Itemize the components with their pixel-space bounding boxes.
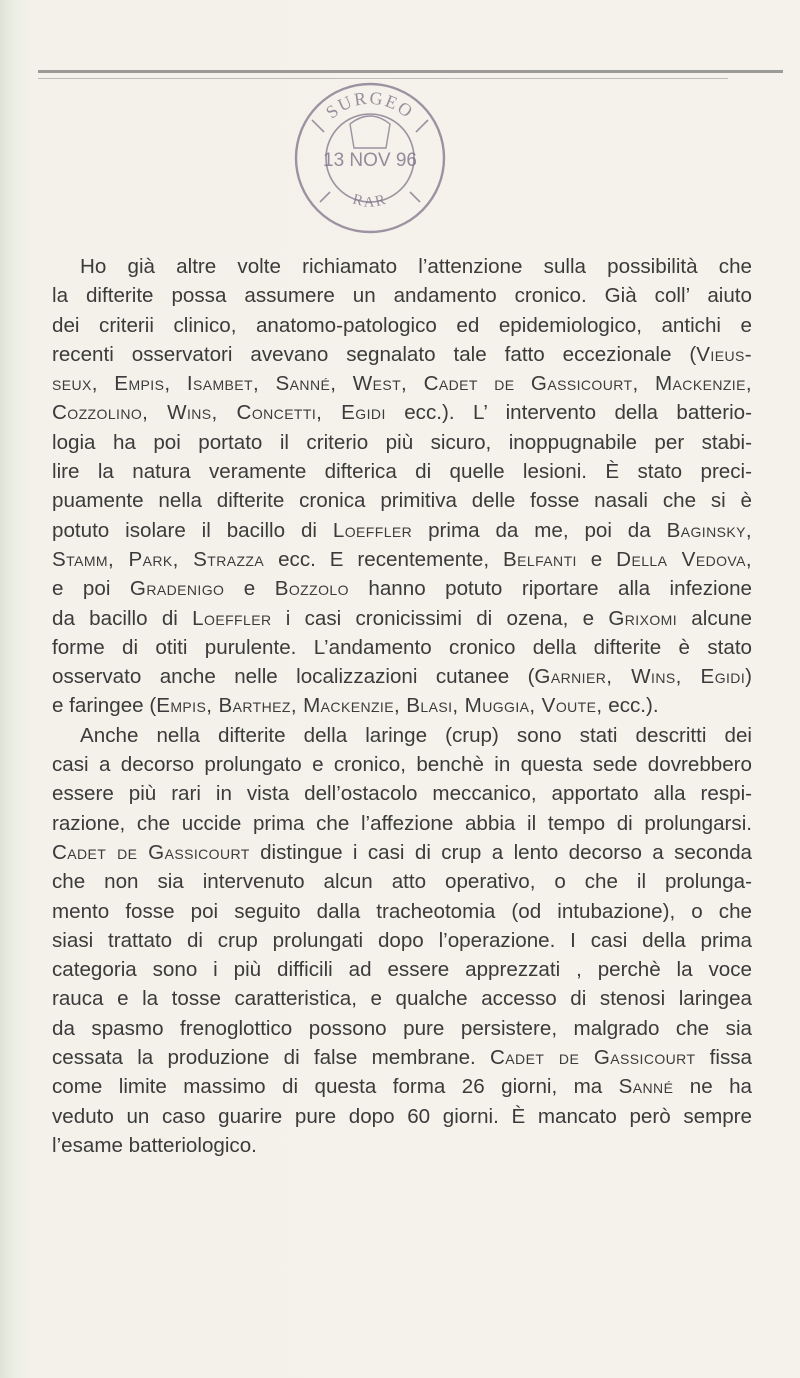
text-line (52, 926, 752, 955)
text-run: ) (745, 665, 752, 689)
text-run: e faringee ( (52, 694, 157, 718)
text-line (52, 984, 752, 1013)
text-run: siasi trattato di crup prolungati dopo l’operazione. I casi della prima (52, 928, 752, 952)
text-run: e poi (52, 577, 130, 601)
text-run: i casi cronicissimi di ozena, e (271, 606, 609, 630)
author-name: Belfanti (503, 547, 577, 571)
text-run: puamente nella difterite cronica primitiva delle fosse nasali che si è (52, 489, 752, 513)
text-run: ne ha (673, 1075, 752, 1099)
stamp-bottom-text: RAR (350, 191, 390, 211)
text-run: da spasmo frenoglottico possono pure persistere, malgrado che sia (52, 1016, 752, 1040)
text-line (52, 398, 752, 427)
text-run: potuto isolare il bacillo di (52, 518, 333, 542)
text-run: e (224, 577, 275, 601)
text-run: dei criterii clinico, anatomo-patologico ed epidemiologico, antichi e (52, 313, 752, 337)
text-line (52, 721, 752, 750)
text-run: alcune (677, 606, 752, 630)
author-name: Bozzolo (274, 577, 349, 601)
text-run: da bacillo di (52, 606, 193, 630)
author-name: Loeffler (332, 518, 413, 542)
author-name: seux, Empis, Isambet, Sanné, West, Cadet de Gassicourt, Mackenzie, (52, 372, 752, 396)
text-line (52, 252, 752, 281)
text-line (52, 457, 752, 486)
text-run: rauca e la tosse caratteristica, e qualche accesso di stenosi laringea (52, 987, 752, 1011)
author-name: Cadet de Gassicourt (490, 1046, 696, 1070)
text-line (52, 604, 752, 633)
text-line (52, 955, 752, 984)
text-line (52, 369, 752, 398)
text-run: categoria sono i più difficili ad essere apprezzati , perchè la voce (52, 958, 752, 982)
text-run: lire la natura veramente difterica di quelle lesioni. È stato preci- (52, 460, 752, 484)
text-run: Anche nella difterite della laringe (crup) sono stati descritti dei (80, 723, 752, 747)
text-run: l’esame batteriologico. (52, 1133, 257, 1157)
author-name: Cozzolino, Wins, Concetti, Egidi (52, 401, 386, 425)
text-line (52, 1072, 752, 1101)
text-run: Ho già altre volte richiamato l’attenzione sulla possibilità che (80, 255, 752, 278)
stamp-top-text: SURGEO (321, 87, 418, 123)
text-line (52, 750, 752, 779)
author-name: Stamm, Park, Strazza (52, 547, 265, 571)
text-run: essere più rari in vista dell’ostacolo meccanico, apportato alla respi- (52, 782, 752, 806)
text-run: ecc.). (602, 694, 659, 718)
text-run: la difterite possa assumere un andamento cronico. Già coll’ aiuto (52, 284, 752, 308)
text-line (52, 691, 752, 720)
text-run: logia ha poi portato il criterio più sicuro, inoppugnabile per stabi- (52, 430, 752, 454)
text-run: hanno potuto riportare alla infezione (348, 577, 752, 601)
text-line (52, 516, 752, 545)
text-run: che non sia intervenuto alcun atto operativo, o che il prolunga- (52, 870, 752, 894)
top-rule (38, 70, 783, 73)
text-line (52, 633, 752, 662)
text-line (52, 779, 752, 808)
text-run: veduto un caso guarire pure dopo 60 giorni. È mancato però sempre (52, 1104, 752, 1128)
text-line (52, 809, 752, 838)
text-run: recenti osservatori avevano segnalato tale fatto eccezionale ( (52, 342, 697, 366)
text-line (52, 838, 752, 867)
author-name: Vieus- (696, 342, 752, 366)
text-line (52, 545, 752, 574)
author-name: Gradenigo (129, 577, 225, 601)
author-name: Baginsky, (666, 518, 753, 542)
author-name: Cadet de Gassicourt (52, 840, 250, 864)
text-run: casi a decorso prolungato e cronico, benchè in questa sede dovrebbero (52, 753, 752, 777)
text-line (52, 486, 752, 515)
text-run: forme di otiti purulente. L’andamento cronico della difterite è stato (52, 635, 752, 659)
text-run: ecc. E recentemente, (264, 547, 504, 571)
text-run: mento fosse poi seguito dalla tracheotomia (od intubazione), o che (52, 899, 752, 923)
library-stamp (290, 78, 450, 238)
text-run: ecc.). L’ intervento della batterio- (385, 401, 752, 425)
author-name: Sanné (618, 1075, 674, 1099)
text-line (52, 340, 752, 369)
text-run: come limite massimo di questa forma 26 giorni, ma (52, 1075, 619, 1099)
text-run: e (576, 547, 617, 571)
text-line (52, 1102, 752, 1131)
author-name: Empis, Barthez, Mackenzie, Blasi, Muggia, Voute, (156, 694, 603, 718)
text-line (52, 1043, 752, 1072)
body-text (52, 252, 752, 1160)
text-run: cessata la produzione di false membrane. (52, 1046, 491, 1070)
text-run: distingue i casi di crup a lento decorso a seconda (249, 840, 752, 864)
text-line (52, 897, 752, 926)
text-line (52, 867, 752, 896)
author-name: Garnier, Wins, Egidi (534, 665, 746, 689)
stamp-date: 13 NOV 96 (323, 150, 417, 171)
author-name: Grixomi (608, 606, 678, 630)
text-line (52, 311, 752, 340)
text-line (52, 1014, 752, 1043)
text-run: fissa (695, 1046, 753, 1070)
text-line (52, 428, 752, 457)
author-name: Della Vedova, (616, 547, 752, 571)
text-line (52, 281, 752, 310)
text-run: osservato anche nelle localizzazioni cutanee ( (52, 665, 535, 689)
text-line (52, 662, 752, 691)
text-line (52, 1131, 752, 1160)
author-name: Loeffler (192, 606, 272, 630)
text-run: razione, che uccide prima che l’affezione abbia il tempo di prolungarsi. (52, 811, 752, 835)
text-run: prima da me, poi da (412, 518, 667, 542)
text-line (52, 574, 752, 603)
